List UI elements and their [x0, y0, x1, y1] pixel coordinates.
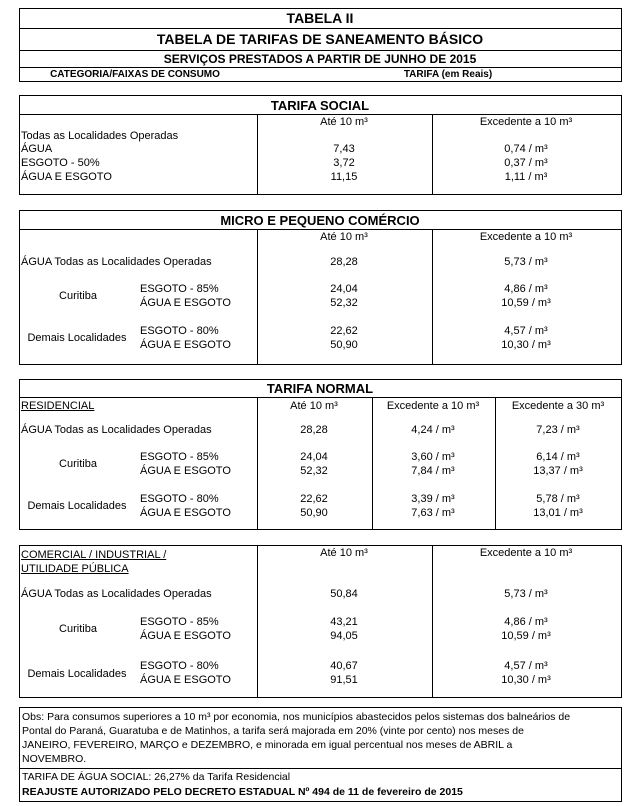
divider [432, 545, 433, 698]
table-cell: 43,21 [330, 616, 358, 628]
table-cell: 3,39 / m³ [411, 493, 455, 505]
table-cell: 11,15 [330, 171, 358, 183]
divider [19, 50, 622, 51]
row-label: ÁGUA E ESGOTO [140, 507, 231, 519]
obs-line: Obs: Para consumos superiores a 10 m³ por economia, nos municípios abastecidos pelos sistemas dos balneários de [22, 711, 571, 723]
column-header: Excedente a 10 m³ [386, 400, 480, 412]
section-title-micro: MICRO E PEQUENO COMÉRCIO [220, 213, 420, 228]
locality-label: Curitiba [59, 623, 97, 635]
divider [257, 397, 258, 530]
table-label: TABELA II [286, 10, 354, 26]
table-cell: 52,32 [330, 297, 358, 309]
section-label-commercial: COMERCIAL / INDUSTRIAL / [21, 549, 167, 561]
social-tariff-note: TARIFA DE ÁGUA SOCIAL: 26,27% da Tarifa Residencial [22, 771, 291, 783]
obs-line: Pontal do Paraná, Guaratuba e de Matinhos, a tarifa será majorada em 20% (vinte por cento) nos meses de [22, 725, 524, 737]
column-header: Excedente a 30 m³ [511, 400, 605, 412]
table-cell: 5,73 / m³ [504, 588, 548, 600]
column-header: Até 10 m³ [290, 400, 338, 412]
table-cell: 0,74 / m³ [504, 143, 548, 155]
column-header: Excedente a 10 m³ [479, 231, 573, 243]
table-cell: 24,04 [300, 451, 328, 463]
table-cell: 10,30 / m³ [501, 674, 551, 686]
section-title-normal: TARIFA NORMAL [266, 381, 374, 396]
divider [19, 28, 622, 29]
table-cell: 91,51 [330, 674, 358, 686]
row-label: ÁGUA Todas as Localidades Operadas [21, 588, 212, 600]
row-label: ESGOTO - 80% [140, 660, 219, 672]
table-cell: 7,43 [333, 143, 355, 155]
table-cell: 6,14 / m³ [536, 451, 580, 463]
table-cell: 4,24 / m³ [411, 424, 455, 436]
table-cell: 7,84 / m³ [411, 465, 455, 477]
column-header-category: CATEGORIA/FAIXAS DE CONSUMO [50, 69, 220, 80]
locality-label: Curitiba [59, 290, 97, 302]
locality-label: Curitiba [59, 458, 97, 470]
row-label: ESGOTO - 85% [140, 451, 219, 463]
locality-label: Demais Localidades [27, 500, 127, 512]
row-label: ESGOTO - 85% [140, 283, 219, 295]
column-header-tariff: TARIFA (em Reais) [403, 69, 493, 80]
row-label: ÁGUA E ESGOTO [140, 297, 231, 309]
localities-label: Todas as Localidades Operadas [21, 130, 179, 142]
table-cell: 50,90 [330, 339, 358, 351]
divider [257, 545, 258, 698]
table-cell: 10,59 / m³ [501, 297, 551, 309]
table-cell: 50,84 [330, 588, 358, 600]
column-header: Excedente a 10 m³ [479, 116, 573, 128]
table-cell: 3,60 / m³ [411, 451, 455, 463]
table-cell: 4,86 / m³ [504, 283, 548, 295]
locality-label: Demais Localidades [27, 332, 127, 344]
table-cell: 13,01 / m³ [533, 507, 583, 519]
table-cell: 50,90 [300, 507, 328, 519]
obs-line: NOVEMBRO. [22, 753, 87, 765]
table-cell: 3,72 [333, 157, 355, 169]
table-cell: 94,05 [330, 630, 358, 642]
table-cell: 10,30 / m³ [501, 339, 551, 351]
column-header: Até 10 m³ [320, 116, 368, 128]
table-cell: 22,62 [300, 493, 328, 505]
decree-note: REAJUSTE AUTORIZADO PELO DECRETO ESTADUAL Nº 494 de 11 de fevereiro de 2015 [22, 786, 463, 798]
locality-label: Demais Localidades [27, 668, 127, 680]
table-cell: 22,62 [330, 325, 358, 337]
section-label-residential: RESIDENCIAL [21, 400, 95, 412]
table-cell: 5,73 / m³ [504, 256, 548, 268]
table-cell: 7,63 / m³ [411, 507, 455, 519]
table-subtitle: SERVIÇOS PRESTADOS A PARTIR DE JUNHO DE 2015 [163, 52, 477, 66]
row-label: ESGOTO - 85% [140, 616, 219, 628]
divider [372, 397, 373, 530]
table-cell: 4,86 / m³ [504, 616, 548, 628]
row-label: ESGOTO - 80% [140, 493, 219, 505]
row-label: ÁGUA E ESGOTO [140, 465, 231, 477]
divider [19, 114, 622, 115]
table-cell: 0,37 / m³ [504, 157, 548, 169]
table-cell: 13,37 / m³ [533, 465, 583, 477]
divider [432, 229, 433, 365]
row-label: ESGOTO - 50% [21, 157, 100, 169]
row-label: ÁGUA Todas as Localidades Operadas [21, 424, 212, 436]
table-cell: 24,04 [330, 283, 358, 295]
table-cell: 40,67 [330, 660, 358, 672]
table-cell: 5,78 / m³ [536, 493, 580, 505]
row-label: ÁGUA Todas as Localidades Operadas [21, 256, 212, 268]
table-title: TABELA DE TARIFAS DE SANEAMENTO BÁSICO [156, 31, 484, 47]
divider [19, 397, 622, 398]
table-cell: 7,23 / m³ [536, 424, 580, 436]
row-label: ÁGUA E ESGOTO [21, 171, 112, 183]
row-label: ÁGUA E ESGOTO [140, 339, 231, 351]
table-cell: 52,32 [300, 465, 328, 477]
divider [19, 229, 622, 230]
column-header: Até 10 m³ [320, 231, 368, 243]
row-label: ÁGUA [21, 143, 53, 155]
divider [495, 397, 496, 530]
table-cell: 28,28 [300, 424, 328, 436]
obs-line: JANEIRO, FEVEREIRO, MARÇO e DEZEMBRO, e minorada em igual percentual nos meses de ABRIL a [22, 739, 513, 751]
column-header: Até 10 m³ [320, 547, 368, 559]
section-title-social: TARIFA SOCIAL [270, 98, 370, 113]
row-label: ÁGUA E ESGOTO [140, 674, 231, 686]
divider [257, 229, 258, 365]
divider [19, 67, 622, 68]
table-cell: 28,28 [330, 256, 358, 268]
divider [257, 114, 258, 195]
row-label: ÁGUA E ESGOTO [140, 630, 231, 642]
table-cell: 1,11 / m³ [504, 171, 548, 183]
row-label: ESGOTO - 80% [140, 325, 219, 337]
column-header: Excedente a 10 m³ [479, 547, 573, 559]
section-label-commercial: UTILIDADE PÚBLICA [21, 563, 129, 575]
table-cell: 10,59 / m³ [501, 630, 551, 642]
table-cell: 4,57 / m³ [504, 325, 548, 337]
divider [19, 768, 622, 769]
table-cell: 4,57 / m³ [504, 660, 548, 672]
divider [432, 114, 433, 195]
